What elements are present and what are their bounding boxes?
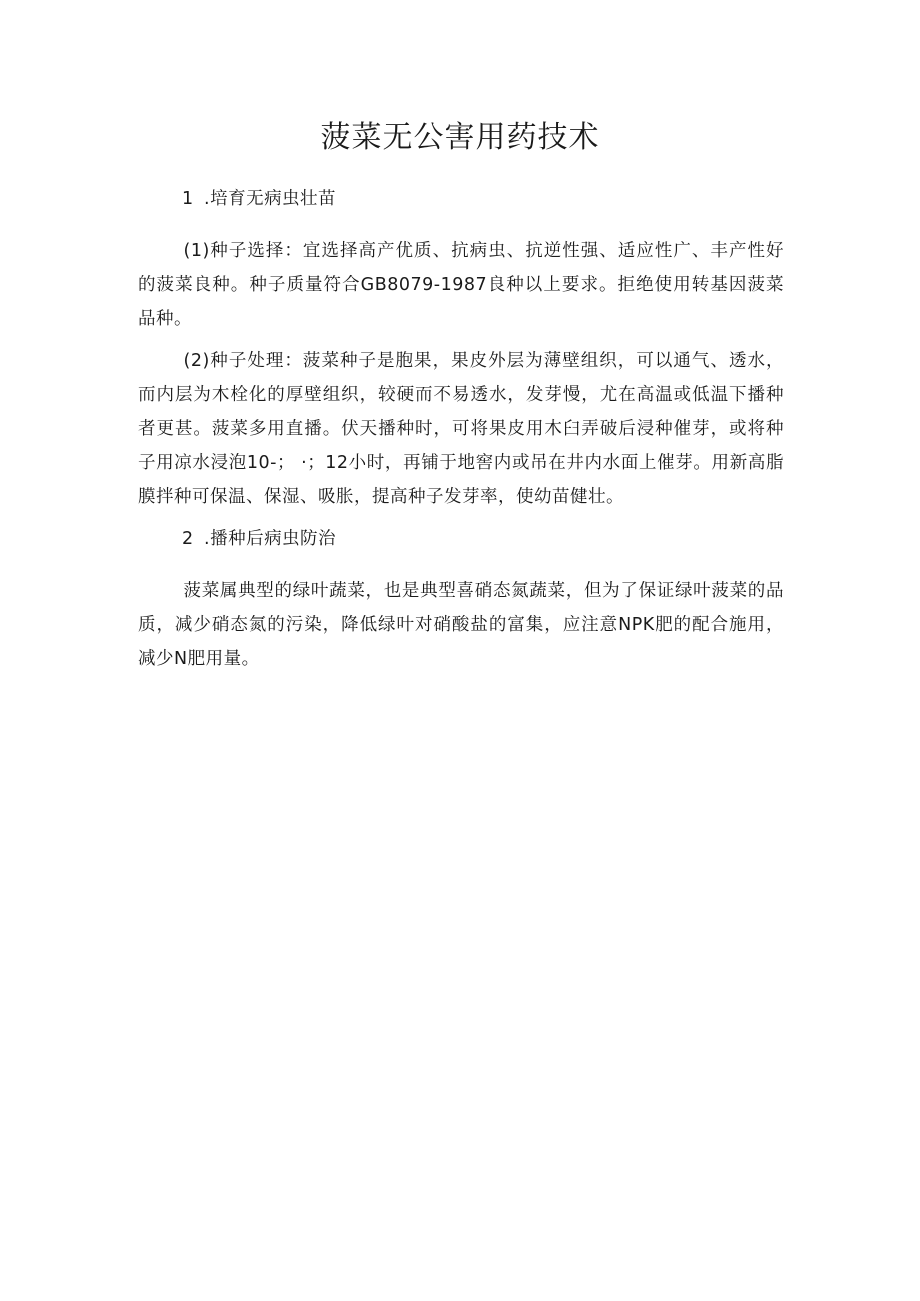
paragraph-pest-control: 菠菜属典型的绿叶蔬菜，也是典型喜硝态氮蔬菜，但为了保证绿叶菠菜的品质，减少硝态氮的污染，降低绿叶对硝酸盐的富集，应注意NPK肥的配合施用，减少N肥用量。 (138, 581, 784, 669)
section-title-2: .播种后病虫防治 (204, 529, 337, 549)
paragraph-seed-selection: (1)种子选择：宜选择高产优质、抗病虫、抗逆性强、适应性广、丰产性好的菠菜良种。种子质量符合GB8079-1987良种以上要求。拒绝使用转基因菠菜品种。 (138, 241, 784, 329)
section-heading-2 (138, 522, 784, 556)
section-number-1: 1 (182, 189, 194, 209)
section-number-2: 2 (182, 529, 194, 549)
document-body (138, 182, 784, 684)
document-title: 菠菜无公害用药技术 (320, 120, 600, 155)
section-heading-1 (138, 182, 784, 216)
paragraph-seed-treatment: (2)种子处理：菠菜种子是胞果，果皮外层为薄壁组织，可以通气、透水，而内层为木栓化的厚壁组织，较硬而不易透水，发芽慢，尤在高温或低温下播种者更甚。菠菜多用直播。伏天播种时，可将果皮用木臼弄破后浸种催芽，或将种子用凉水浸泡10-； ·；12小时，再铺于地窖内或吊在井内水面上催芽。用新高脂膜拌种可保温、保湿、吸胀，提高种子发芽率，使幼苗健壮。 (138, 351, 784, 507)
section-title-1: .培育无病虫壮苗 (204, 189, 337, 209)
